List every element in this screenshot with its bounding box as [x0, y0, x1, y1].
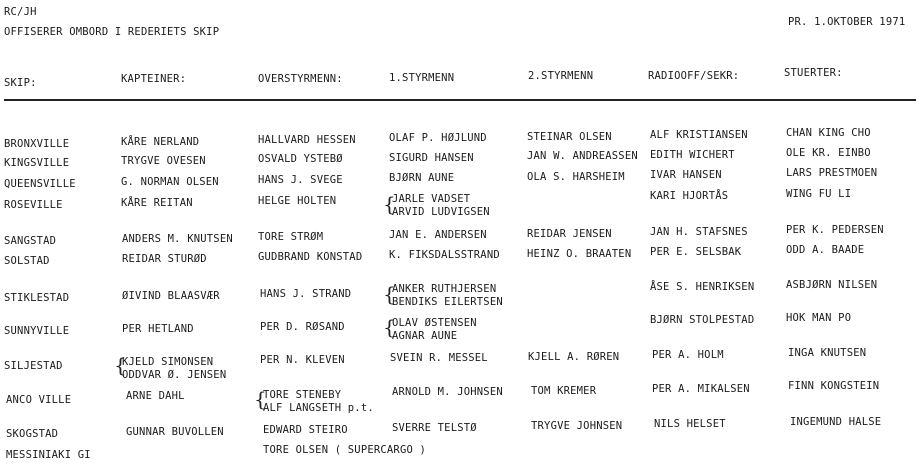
steward: ODD A. BAADE [786, 244, 865, 256]
brace-icon: { [254, 387, 267, 411]
first-mate: ARNOLD M. JOHNSEN [392, 386, 503, 398]
ship-name: SILJESTAD [4, 360, 63, 372]
header-radio-officers: RADIOOFF/SEKR: [648, 70, 740, 82]
brace-icon: { [383, 282, 396, 306]
header-stewards: STUERTER: [784, 67, 843, 79]
radio-officer: KARI HJORTÅS [650, 190, 729, 202]
chief-officer: HELGE HOLTEN [258, 195, 337, 207]
header-ship: SKIP: [4, 77, 37, 89]
header-first-mates: 1.STYRMENN [389, 72, 455, 84]
first-mate: JARLE VADSET [392, 193, 471, 205]
second-mate: TRYGVE JOHNSEN [531, 420, 623, 432]
first-mate-secondary: BENDIKS EILERTSEN [392, 296, 503, 308]
chief-officer-secondary: ALF LANGSETH p.t. [263, 402, 374, 414]
steward: LARS PRESTMOEN [786, 167, 878, 179]
radio-officer: IVAR HANSEN [650, 169, 722, 181]
first-mate: ANKER RUTHJERSEN [392, 283, 497, 295]
steward: INGEMUND HALSE [790, 416, 882, 428]
first-mate: SVERRE TELSTØ [392, 422, 477, 434]
second-mate: KJELL A. RØREN [528, 351, 620, 363]
chief-officer: HALLVARD HESSEN [258, 134, 356, 146]
header-captains: KAPTEINER: [121, 73, 187, 85]
first-mate: OLAV ØSTENSEN [392, 317, 477, 329]
chief-officer: HANS J. STRAND [260, 288, 352, 300]
document-date: PR. 1.OKTOBER 1971 [788, 16, 906, 28]
first-mate: SIGURD HANSEN [389, 152, 474, 164]
ship-name: ANCO VILLE [6, 394, 72, 406]
steward: WING FU LI [786, 188, 852, 200]
chief-officer: TORE OLSEN ( SUPERCARGO ) [263, 444, 427, 456]
radio-officer: PER A. HOLM [652, 349, 724, 361]
first-mate-secondary: AGNAR AUNE [392, 330, 458, 342]
ship-name: BRONXVILLE [4, 138, 70, 150]
radio-officer: NILS HELSET [654, 418, 726, 430]
header-divider [4, 99, 916, 101]
captain: ØIVIND BLAASVÆR [122, 290, 220, 302]
captain: G. NORMAN OLSEN [121, 176, 219, 188]
captain-secondary: ODDVAR Ø. JENSEN [122, 369, 227, 381]
brace-icon: { [383, 192, 396, 216]
first-mate: OLAF P. HØJLUND [389, 132, 487, 144]
radio-officer: ÅSE S. HENRIKSEN [650, 281, 755, 293]
captain: ANDERS M. KNUTSEN [122, 233, 233, 245]
second-mate: TOM KREMER [531, 385, 597, 397]
ship-name: SUNNYVILLE [4, 325, 70, 337]
radio-officer: EDITH WICHERT [650, 149, 735, 161]
chief-officer: OSVALD YSTEBØ [258, 153, 343, 165]
chief-officer: PER N. KLEVEN [260, 354, 345, 366]
captain: REIDAR STURØD [122, 253, 207, 265]
second-mate: HEINZ O. BRAATEN [527, 248, 632, 260]
header-second-mates: 2.STYRMENN [528, 70, 594, 82]
radio-officer: BJØRN STOLPESTAD [650, 314, 755, 326]
first-mate: K. FIKSDALSSTRAND [389, 249, 500, 261]
chief-officer: TORE STENEBY [263, 389, 342, 401]
ship-name: SOLSTAD [4, 255, 50, 267]
steward: FINN KONGSTEIN [788, 380, 880, 392]
steward: PER K. PEDERSEN [786, 224, 884, 236]
radio-officer: ALF KRISTIANSEN [650, 129, 748, 141]
steward: INGA KNUTSEN [788, 347, 867, 359]
radio-officer: PER E. SELSBAK [650, 246, 742, 258]
captain: PER HETLAND [122, 323, 194, 335]
captain: KJELD SIMONSEN [122, 356, 214, 368]
chief-officer: GUDBRAND KONSTAD [258, 251, 363, 263]
first-mate: BJØRN AUNE [389, 172, 455, 184]
chief-officer: EDWARD STEIRO [263, 424, 348, 436]
captain: GUNNAR BUVOLLEN [126, 426, 224, 438]
captain: ARNE DAHL [126, 390, 185, 402]
first-mate: JAN E. ANDERSEN [389, 229, 487, 241]
reference-code: RC/JH [4, 6, 37, 18]
first-mate: SVEIN R. MESSEL [390, 352, 488, 364]
steward: ASBJØRN NILSEN [786, 279, 878, 291]
first-mate-secondary: ARVID LUDVIGSEN [392, 206, 490, 218]
captain: KÅRE REITAN [121, 197, 193, 209]
second-mate: REIDAR JENSEN [527, 228, 612, 240]
steward: OLE KR. EINBO [786, 147, 871, 159]
second-mate: OLA S. HARSHEIM [527, 171, 625, 183]
ship-name: SANGSTAD [4, 235, 57, 247]
chief-officer: PER D. RØSAND [260, 321, 345, 333]
chief-officer: TORE STRØM [258, 231, 324, 243]
captain: KÅRE NERLAND [121, 136, 200, 148]
header-chief-officers: OVERSTYRMENN: [258, 73, 343, 85]
ship-name: KINGSVILLE [4, 157, 70, 169]
ship-name: STIKLESTAD [4, 292, 70, 304]
chief-officer: HANS J. SVEGE [258, 174, 343, 186]
radio-officer: PER A. MIKALSEN [652, 383, 750, 395]
steward: HOK MAN PO [786, 312, 852, 324]
page-title: OFFISERER OMBORD I REDERIETS SKIP [4, 26, 220, 38]
second-mate: STEINAR OLSEN [527, 131, 612, 143]
ship-name: MESSINIAKI GI [6, 449, 91, 461]
captain: TRYGVE OVESEN [121, 155, 206, 167]
brace-icon: { [383, 315, 396, 339]
second-mate: JAN W. ANDREASSEN [527, 150, 638, 162]
ship-name: SKOGSTAD [6, 428, 59, 440]
radio-officer: JAN H. STAFSNES [650, 226, 748, 238]
ship-name: ROSEVILLE [4, 199, 63, 211]
ship-name: QUEENSVILLE [4, 178, 76, 190]
brace-icon: { [114, 353, 127, 377]
steward: CHAN KING CHO [786, 127, 871, 139]
